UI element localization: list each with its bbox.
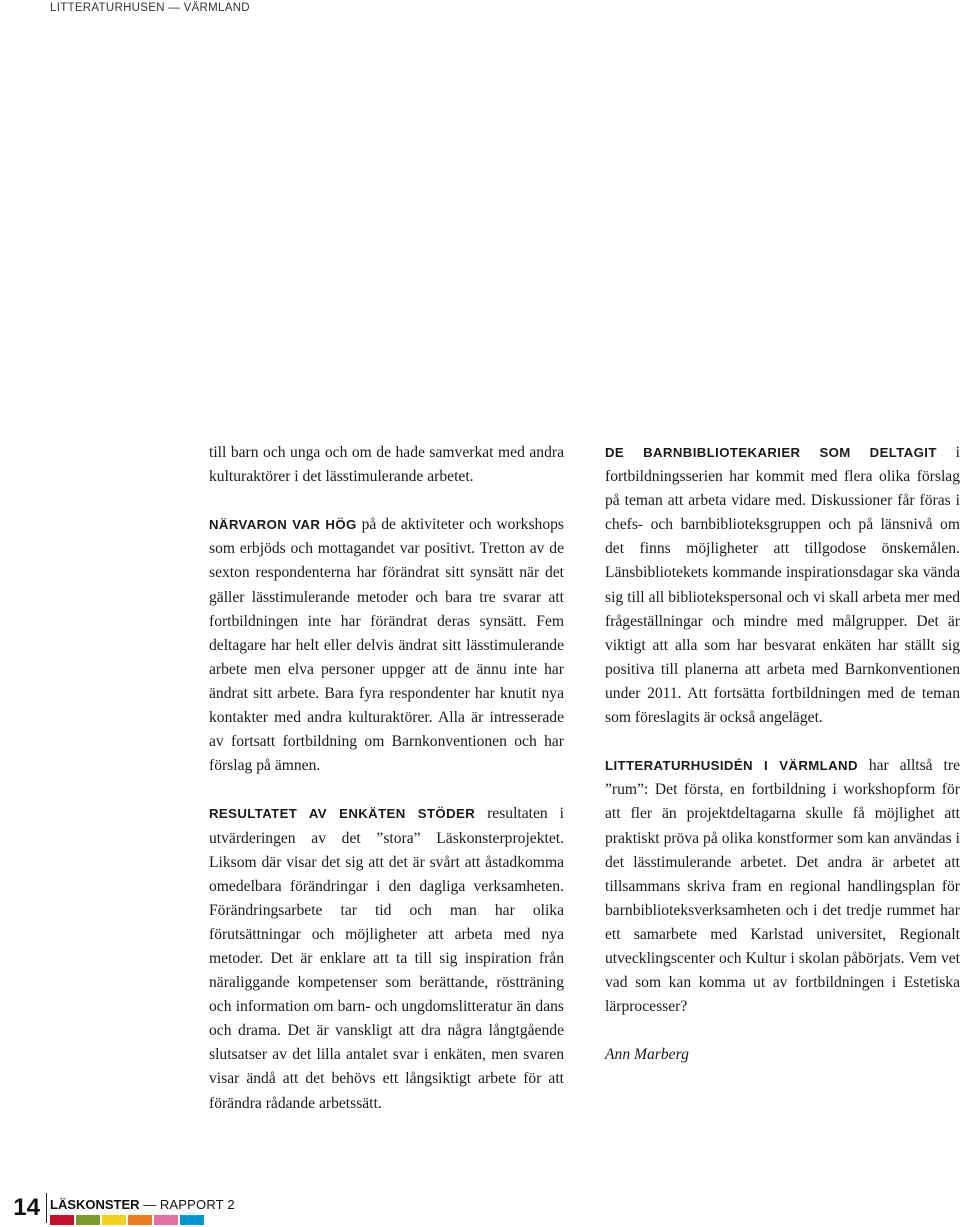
paragraph [209, 441, 564, 489]
paragraph-text: på de aktiviteter och workshops som erbjöds och mottagandet var positivt. Tretton av de sexton respondenterna har förändrat sitt synsätt när det gäller lässtimulerande metoder och bara tre svarar att fortbildningen inte har förändrat deras synsätt. Fem deltagare har helt eller delvis ändrat sitt lässtimulerande arbete men elva personer uppger att de ännu inte har ändrat sitt arbete. Bara fyra respondenter har knutit nya kontakter med andra kulturaktörer. Alla är intresserade av fortsatt fortbildning om Barnkonventionen och har förslag på ämnen. [209, 516, 564, 775]
lead-in-caps: NÄRVARON VAR HÖG [209, 517, 357, 533]
color-bar [154, 1215, 178, 1225]
color-bar [180, 1215, 204, 1225]
color-bar-strip [50, 1215, 204, 1225]
right-column [605, 441, 960, 1067]
color-bar [50, 1215, 74, 1225]
paragraph [605, 441, 960, 730]
footer-divider [46, 1193, 47, 1223]
paragraph-text: har alltså tre ”rum”: Det första, en fortbildning i workshopform för att fler än projektdeltagarna skulle få möjlighet att praktiskt pröva på olika konstformer som kan användas i det lässtimulerande arbetet. Det andra är arbetet att tillsammans skriva fram en regional handlingsplan för barnbiblioteksverksamheten och i det tredje rummet har ett samarbete med Karlstad universitet, Regionalt utvecklingscenter och Kultur i skolan påbörjats. Vem vet vad som kan komma ut av fortbildningen i Estetiska lärprocesser? [605, 757, 960, 1016]
left-column [209, 441, 564, 1116]
brand-report: RAPPORT 2 [159, 1197, 235, 1212]
paragraph [605, 754, 960, 1019]
page-number: 14 [13, 1194, 40, 1221]
paragraph [209, 802, 564, 1115]
brand-separator: — [143, 1197, 157, 1212]
paragraph-text: resultaten i utvärderingen av det ”stora” Läskonsterprojektet. Liksom där visar det sig att det är svårt att åstadkomma omedelbara förändringar i den dagliga verksamheten. Förändringsarbete tar tid och man har olika förutsättningar och möjligheter att arbeta med nya metoder. Det är enklare att ta till sig inspiration från näraliggande kompetenser som berättande, röstträning och information om barn- och ungdomslitteratur än dans och drama. Det är vanskligt att dra några långtgående slutsatser av det lilla antalet svar i enkäten, men svaren visar ändå att det behövs ett långsiktigt arbete för att förändra rådande arbetssätt. [209, 805, 564, 1112]
paragraph-text: till barn och unga och om de hade samverkat med andra kulturaktörer i det lässtimulerande arbetet. [209, 444, 564, 486]
author-signature: Ann Marberg [605, 1046, 689, 1064]
brand-name: LÄSKONSTER [50, 1197, 140, 1212]
color-bar [128, 1215, 152, 1225]
footer-brand [50, 1197, 235, 1212]
paragraph [209, 513, 564, 778]
paragraph-text: i fortbildningsserien har kommit med flera olika förslag på teman att arbeta vidare med. Diskussioner får föras i chefs- och barnbiblioteksgruppen och på länsnivå om det finns möjligheter att tillgodose önskemålen. Länsbibliotekets kommande inspirationsdagar ska vända sig till all bibliotekspersonal och vi skall arbeta mer med frågeställningar och mindre med målgrupper. Det är viktigt att alla som har besvarat enkäten har ställt sig positiva till planerna att arbeta med Barnkonventionen under 2011. Att fortsätta fortbildningen med de teman som föreslagits är också angeläget. [605, 444, 960, 727]
lead-in-caps: DE BARNBIBLIOTEKARIER SOM DELTAGIT [605, 445, 937, 460]
color-bar [102, 1215, 126, 1225]
lead-in-caps: LITTERATURHUSIDÉN I VÄRMLAND [605, 758, 858, 774]
running-head: LITTERATURHUSEN — VÄRMLAND [50, 2, 250, 14]
color-bar [76, 1215, 100, 1225]
lead-in-caps: RESULTATET AV ENKÄTEN STÖDER [209, 806, 476, 822]
